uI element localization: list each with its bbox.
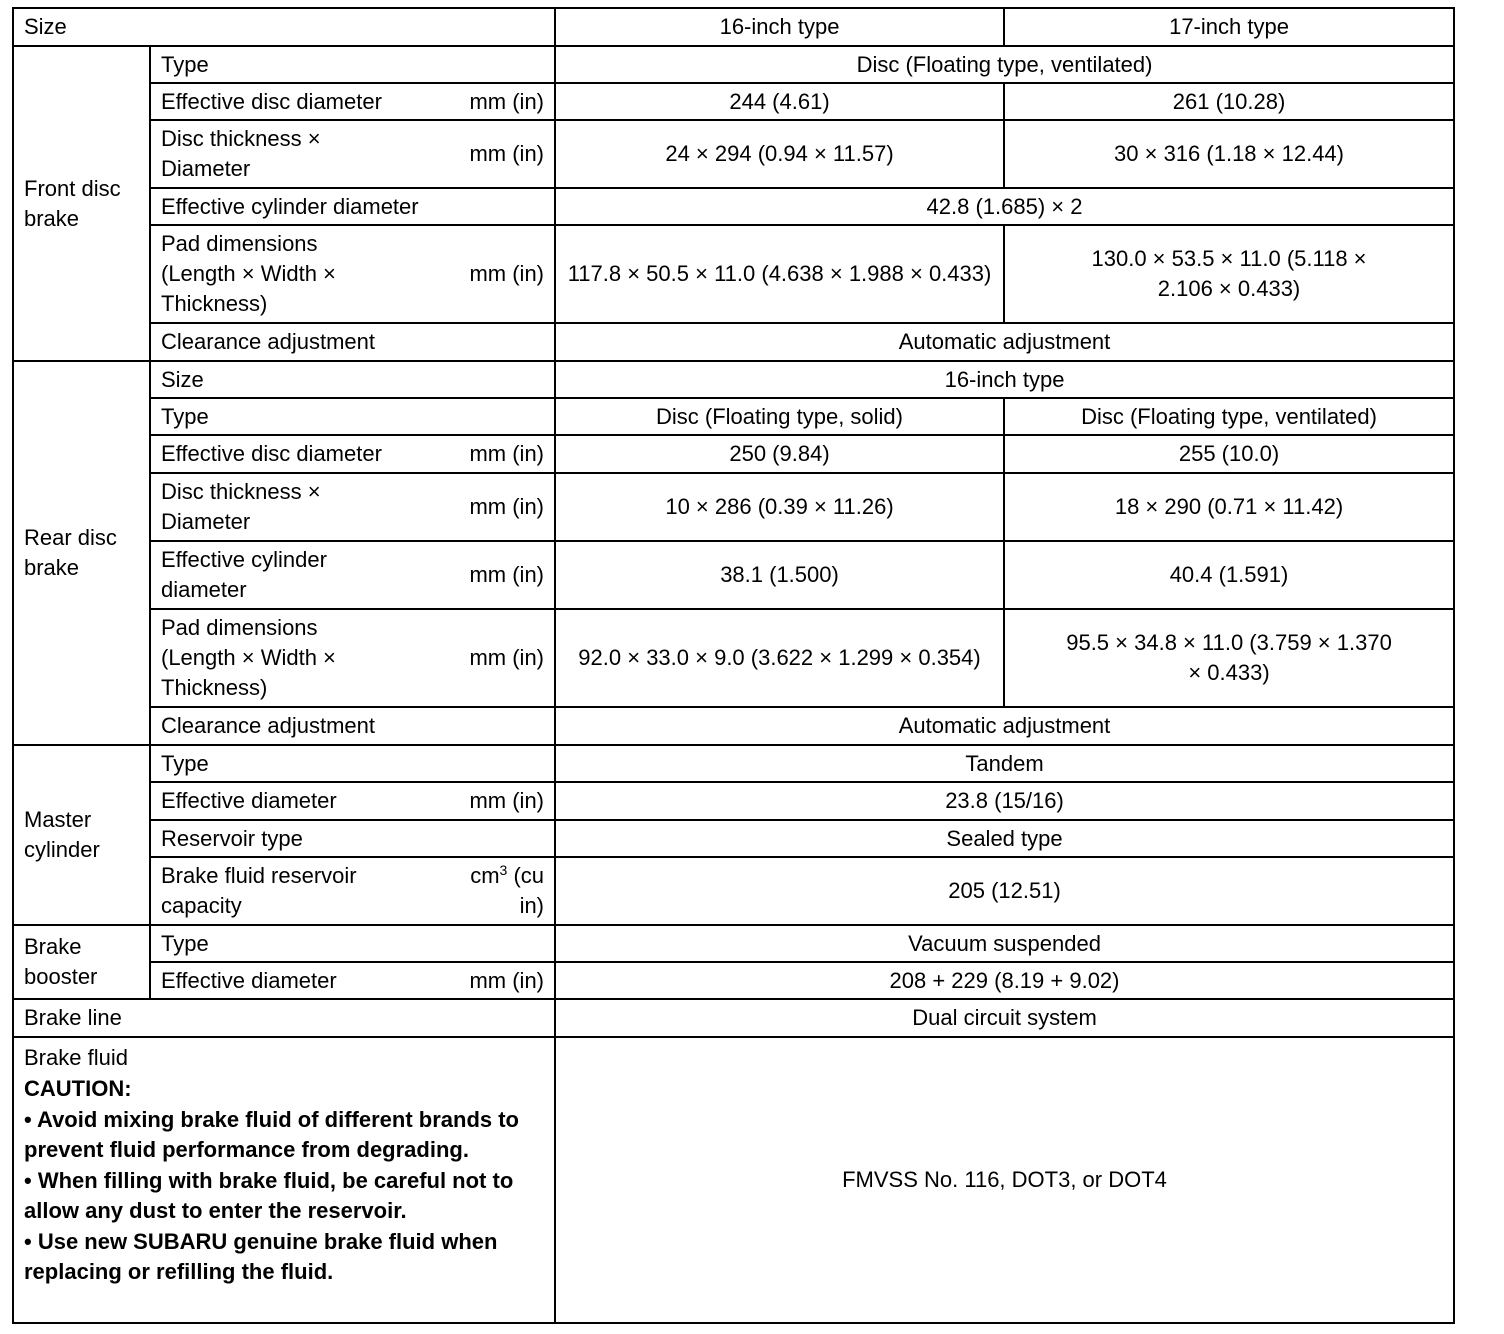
- header-row: [13, 8, 1454, 46]
- brake-fluid-cell: [13, 1037, 555, 1323]
- table-row: [13, 745, 1454, 782]
- booster-eff-dia-value: 208 + 229 (8.19 + 9.02): [555, 962, 1454, 999]
- rear-eff-cyl-unit: mm (in): [469, 562, 545, 587]
- table-row: [13, 962, 1454, 999]
- front-type-label: Type: [150, 46, 555, 83]
- rear-pad-17: 95.5 × 34.8 × 11.0 (3.759 × 1.370 × 0.433): [1004, 609, 1454, 707]
- rear-eff-cyl-label: Effective cylinder diameter: [161, 547, 327, 602]
- front-type-value: Disc (Floating type, ventilated): [555, 46, 1454, 83]
- front-thickness-17: 30 × 316 (1.18 × 12.44): [1004, 120, 1454, 188]
- front-clearance-value: Automatic adjustment: [555, 323, 1454, 361]
- header-16-inch: 16-inch type: [555, 8, 1004, 46]
- master-eff-dia-label: Effective diameter: [161, 788, 337, 813]
- table-row: [13, 188, 1454, 225]
- table-row: [13, 361, 1454, 398]
- rear-size-label: Size: [150, 361, 555, 398]
- table-row: [13, 46, 1454, 83]
- master-reservoir-value: Sealed type: [555, 820, 1454, 857]
- front-eff-cyl-value: 42.8 (1.685) × 2: [555, 188, 1454, 225]
- master-capacity-unit: [452, 861, 544, 921]
- front-eff-disc-16: 244 (4.61): [555, 83, 1004, 120]
- booster-eff-dia-label: Effective diameter: [161, 967, 337, 993]
- front-eff-disc-17: 261 (10.28): [1004, 83, 1454, 120]
- table-row: [13, 820, 1454, 857]
- front-thickness-16: 24 × 294 (0.94 × 11.57): [555, 120, 1004, 188]
- rear-eff-disc-17: 255 (10.0): [1004, 435, 1454, 473]
- master-cylinder-group: Master cylinder: [13, 745, 150, 925]
- rear-eff-disc-16: 250 (9.84): [555, 435, 1004, 473]
- rear-pad-unit: mm (in): [469, 645, 545, 670]
- rear-thickness-unit: mm (in): [469, 494, 545, 519]
- rear-eff-cyl-16: 38.1 (1.500): [555, 541, 1004, 609]
- table-row: [13, 323, 1454, 361]
- table-row: [13, 707, 1454, 745]
- caution-item: • Use new SUBARU genuine brake fluid when replacing or refilling the fluid.: [24, 1228, 498, 1284]
- master-eff-dia-value: 23.8 (15/16): [555, 782, 1454, 820]
- booster-eff-dia-unit: mm (in): [469, 967, 545, 993]
- table-row: [13, 609, 1454, 707]
- front-eff-disc-label: Effective disc diameter: [161, 88, 382, 114]
- booster-type-value: Vacuum suspended: [555, 925, 1454, 962]
- front-pad-16: 117.8 × 50.5 × 11.0 (4.638 × 1.988 × 0.433): [555, 225, 1004, 323]
- table-row: [13, 782, 1454, 820]
- table-row: [13, 473, 1454, 541]
- table-row: [13, 83, 1454, 120]
- rear-thickness-16: 10 × 286 (0.39 × 11.26): [555, 473, 1004, 541]
- table-row: [13, 857, 1454, 925]
- table-row: [13, 398, 1454, 435]
- header-17-inch: 17-inch type: [1004, 8, 1454, 46]
- master-capacity-label: Brake fluid reservoir capacity: [161, 863, 357, 918]
- rear-pad-label: Pad dimensions (Length × Width × Thickness): [161, 615, 336, 700]
- brake-fluid-label: Brake fluid: [24, 1045, 128, 1070]
- caution-item: • When filling with brake fluid, be careful not to allow any dust to enter the reservoir.: [24, 1167, 514, 1223]
- brake-spec-table: [12, 7, 1455, 1324]
- booster-type-label: Type: [150, 925, 555, 962]
- rear-disc-brake-group: Rear disc brake: [13, 361, 150, 745]
- table-row: [13, 1037, 1454, 1323]
- table-row: [13, 225, 1454, 323]
- rear-eff-disc-unit: mm (in): [469, 441, 545, 466]
- table-row: [13, 541, 1454, 609]
- rear-size-value: 16-inch type: [555, 361, 1454, 398]
- front-thickness-label: Disc thickness × Diameter: [161, 126, 321, 181]
- table-row: [13, 925, 1454, 962]
- caution-item: • Avoid mixing brake fluid of different brands to prevent fluid performance from degrading.: [24, 1106, 519, 1162]
- master-type-label: Type: [150, 745, 555, 782]
- master-eff-dia-unit: mm (in): [469, 788, 545, 813]
- front-disc-brake-group: Front disc brake: [13, 46, 150, 361]
- front-pad-unit: mm (in): [469, 261, 545, 286]
- unit-base: cm: [470, 863, 500, 888]
- rear-thickness-17: 18 × 290 (0.71 × 11.42): [1004, 473, 1454, 541]
- front-eff-cyl-label: Effective cylinder diameter: [150, 188, 555, 225]
- rear-thickness-label: Disc thickness × Diameter: [161, 479, 321, 534]
- front-eff-disc-unit: mm (in): [469, 88, 545, 114]
- table-row: [13, 999, 1454, 1037]
- table-row: [13, 120, 1454, 188]
- header-size-label: Size: [13, 8, 555, 46]
- front-thickness-unit: mm (in): [469, 141, 545, 166]
- master-capacity-value: 205 (12.51): [555, 857, 1454, 925]
- rear-clearance-value: Automatic adjustment: [555, 707, 1454, 745]
- brake-line-label: Brake line: [13, 999, 555, 1037]
- brake-fluid-value: FMVSS No. 116, DOT3, or DOT4: [555, 1037, 1454, 1323]
- rear-pad-16: 92.0 × 33.0 × 9.0 (3.622 × 1.299 × 0.354): [555, 609, 1004, 707]
- master-type-value: Tandem: [555, 745, 1454, 782]
- table-row: [13, 435, 1454, 473]
- rear-type-17: Disc (Floating type, ventilated): [1004, 398, 1454, 435]
- rear-clearance-label: Clearance adjustment: [150, 707, 555, 745]
- front-pad-label: Pad dimensions (Length × Width × Thickness): [161, 231, 336, 316]
- master-reservoir-label: Reservoir type: [150, 820, 555, 857]
- rear-type-16: Disc (Floating type, solid): [555, 398, 1004, 435]
- rear-type-label: Type: [150, 398, 555, 435]
- brake-booster-group: Brake booster: [13, 925, 150, 999]
- rear-eff-disc-label: Effective disc diameter: [161, 441, 382, 466]
- caution-title: CAUTION:: [24, 1076, 132, 1101]
- rear-eff-cyl-17: 40.4 (1.591): [1004, 541, 1454, 609]
- unit-superscript: 3: [499, 862, 508, 878]
- unit-rest: (cu in): [507, 863, 545, 918]
- front-clearance-label: Clearance adjustment: [150, 323, 555, 361]
- brake-line-value: Dual circuit system: [555, 999, 1454, 1037]
- front-pad-17: 130.0 × 53.5 × 11.0 (5.118 × 2.106 × 0.433): [1004, 225, 1454, 323]
